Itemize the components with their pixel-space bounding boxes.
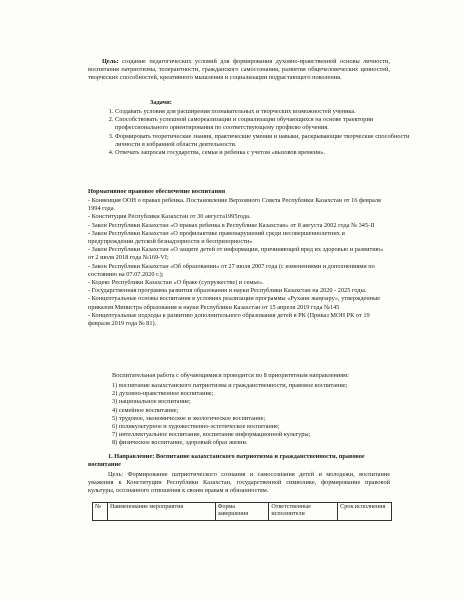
legal-item: - Закон Республики Казахстан «О правах ребенка в Республике Казахстан» от 8 августа 2002 года № 345-II: [88, 221, 375, 229]
section-goal: Цель: Формирование патриотического сознания и самосознания детей и молодежи, воспитание уважения к Конституции Республики Казахстан, государственной символике, формирование правовой культуры, осознанного отношения к своим правам и обязанностям.: [88, 471, 390, 495]
column-header-deadline: Срок исполнения: [338, 503, 392, 521]
direction-item: 8) физическое воспитание, здоровый образ жизни.: [112, 439, 248, 447]
column-header-responsible: Ответственные исполнители: [269, 503, 338, 521]
legal-item: - Концептуальные основы воспитания в условиях реализации программы «Рухани жаңғыру», утвержденные приказом Министра образования и науки Республики Казахстан от 15 апреля 2019 года №145: [88, 295, 381, 311]
column-header-event: Наименование мероприятия: [107, 503, 215, 521]
plan-table: [92, 502, 392, 521]
direction-item: 7) интеллектуальное воспитание, воспитание информационной культуры;: [112, 431, 311, 439]
direction-item: 5) трудовое, экономическое и экологическое воспитание;: [112, 414, 266, 422]
legal-item: - Конституция Республики Казахстан от 30 августа1995года.: [88, 213, 251, 221]
legal-item: - Концептуальные подходы к развитию дополнительного образования детей в РК (Приказ МОН РК от 19 февраля 2019 года № 81).: [88, 311, 370, 328]
legal-item: - Государственная программа развития образования и науки Республики Казахстан на 2020 - 2025 годы.: [88, 287, 367, 295]
goal-text: создание педагогических условий для формирования духовно-нравственной основы личности, воспитания патриотизма, толерантности, гражданского самосознания, развития общечеловеческих ценностей, творческих способностей, креативного мышления и социализации подрастающего поколения.: [88, 58, 390, 82]
legal-item: - Закон Республики Казахстан «О защите детей от информации, причиняющей вред их здоровью и развитию» от 2 июля 2018 года №169-VI;: [88, 246, 384, 262]
directions-list: [112, 382, 412, 448]
direction-item: 6) поликультурное и художественно-эстетическое воспитание;: [112, 423, 280, 431]
legal-title: Нормативное правовое обеспечение воспитания: [88, 188, 226, 195]
legal-item: - Закон Республики Казахстан «Об образовании» от 27 июля 2007 года (с изменениями и дополнениями по состоянию на 07.07.2020 г.);: [88, 262, 375, 278]
direction-item: 4) семейное воспитание;: [112, 406, 179, 414]
column-header-form: Форма завершения: [215, 503, 269, 521]
legal-item: - Закон Республики Казахстан «О профилактике правонарушений среди несовершеннолетних и предупреждении детской безнадзорности и беспризорности»: [88, 229, 345, 246]
direction-item: 3) национальное воспитание;: [112, 398, 191, 406]
legal-item: - Кодекс Республики Казахстан «О браке (супружестве) и семье».: [88, 279, 264, 287]
tasks-title: Задачи:: [150, 99, 172, 106]
task-item: 2. Способствовать успешной самореализации и социализации обучающихся на основе траектории профессионального ориентирования по соответствующему профилю обучения.: [115, 116, 415, 132]
table-header-row: [93, 503, 392, 521]
task-item: 1. Создавать условия для расширения познавательных и творческих возможностей ученика.: [115, 108, 415, 116]
goal-label: Цель:: [102, 58, 119, 65]
direction-item: 1) воспитание казахстанского патриотизма и гражданственности, правовое воспитание;: [112, 382, 348, 389]
column-header-number: №: [93, 503, 108, 521]
task-item: 4. Отвечать запросам государства, семьи и ребенка с учетом «вызовов времени».: [115, 149, 415, 157]
section-heading: 1. Направление: Воспитание казахстанского патриотизма и гражданственности, правовое воспитание: [88, 453, 365, 469]
legal-item: - Конвенция ООН о правах ребенка. Постановление Верховного Совета Республики Казахстан от 16 февраля 1994 года.: [88, 197, 381, 213]
direction-item: 2) духовно-нравственное воспитание;: [112, 390, 214, 398]
task-item: 3. Формировать теоретические знания, практические умения и навыки, раскрывающие творческие способности личности в избранной области деятельности.: [115, 133, 415, 149]
tasks-list: [105, 108, 415, 157]
legal-list: [88, 197, 388, 328]
goal-paragraph: [88, 58, 390, 83]
directions-intro: Воспитательная работа с обучающимися проводится по 8 приоритетным направлениям:: [112, 372, 349, 379]
